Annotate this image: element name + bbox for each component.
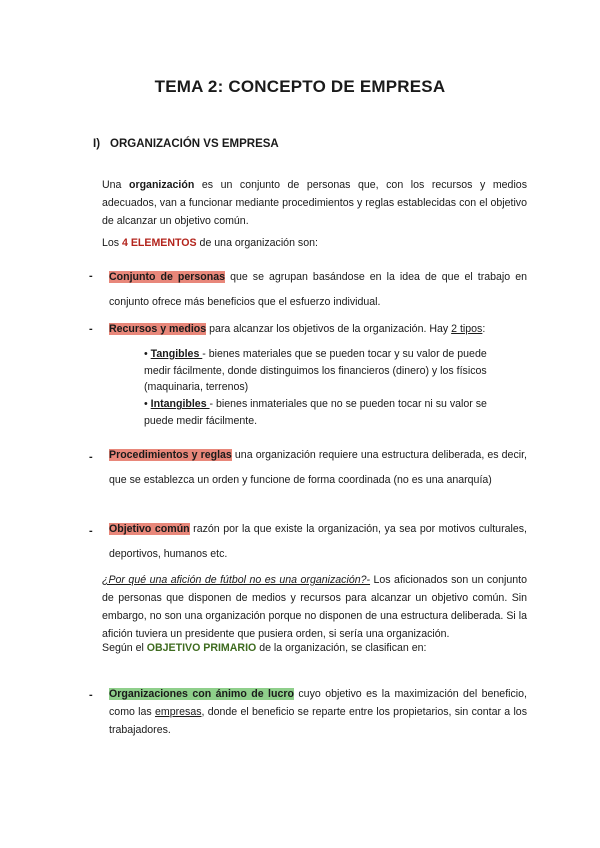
item-text: para alcanzar los objetivos de la organización. Hay [206,323,452,335]
item-text: que se agrupan basándose en la idea de que el trabajo en conjunto ofrece más beneficios que el esfuerzo individual. [109,271,527,308]
elements-term: 4 ELEMENTOS [122,237,197,249]
list-item [109,317,527,342]
item-end: : [482,323,486,335]
objective-pre: Según el [102,642,147,654]
elements-post: de una organización son: [196,237,318,249]
item-link[interactable]: 2 tipos [451,323,483,335]
item-term: Recursos y medios [109,323,207,335]
section-number: I) [93,138,101,150]
elements-line [102,234,527,252]
item-text: cuyo objetivo es la maximización del beneficio, como las [109,688,527,718]
sub-text: - bienes inmateriales que no se pueden tocar ni su valor se puede medir fácilmente. [144,398,487,427]
item-text: una organización requiere una estructura deliberada, es decir, que se establezca un orden y funcione de forma coordinada (no es una anarquía) [109,449,527,486]
item-text: razón por la que existe la organización, ya sea por motivos culturales, deportivos, humanos etc. [109,523,527,560]
objective-line [102,639,527,657]
section-title: ORGANIZACIÓN VS EMPRESA [110,138,279,150]
sub-term: Tangibles [150,348,203,360]
list-item [109,517,527,567]
page-title: TEMA 2: CONCEPTO DE EMPRESA [154,77,446,96]
sub-item-intangibles [144,396,514,429]
intro-paragraph [102,176,527,230]
bullet-marker: - [89,451,93,463]
item-term: Objetivo común [109,523,190,535]
bullet-marker: - [89,270,93,282]
list-item [109,443,527,493]
item-text: , donde el beneficio se reparte entre los propietarios, sin contar a los trabajadores. [109,706,527,736]
intro-post: es un conjunto de personas que, con los recursos y medios adecuados, van a funcionar mediante procedimientos y reglas establecidas con el objetivo de alcanzar un objetivo común. [102,179,527,227]
objective-term: OBJETIVO PRIMARIO [146,642,257,654]
sub-bullet: • [144,348,148,360]
item-term: Procedimientos y reglas [109,449,232,461]
question-paragraph [102,571,527,643]
section-heading [93,138,289,150]
item-term: Organizaciones con ánimo de lucro [109,688,294,700]
elements-pre: Los [102,237,123,249]
sub-text: - bienes materiales que se pueden tocar y su valor de puede medir fácilmente, donde distinguimos los financieros (dinero) y los físicos (maquinaria, terrenos) [144,348,487,393]
bullet-marker: - [89,525,93,537]
list-item [109,685,527,739]
bullet-marker: - [89,323,93,335]
sub-bullet: • [144,398,148,410]
bullet-marker: - [89,689,93,701]
list-item [109,265,527,315]
question-text: ¿Por qué una afición de fútbol no es una organización?- [102,574,371,586]
item-link[interactable]: empresas [155,706,202,718]
sub-item-tangibles [144,346,514,396]
intro-term: organización [128,179,195,191]
objective-post: de la organización, se clasifican en: [256,642,427,654]
sub-term: Intangibles [150,398,210,410]
question-answer: Los aficionados son un conjunto de personas que disponen de medios y recursos para alcanzar un objetivo común. Sin embargo, no son una organización porque no disponen de una estructura deliberada. Si la afición tuviera un presidente que pusiera orden, si sería una organización. [102,574,527,640]
item-term: Conjunto de personas [109,271,226,283]
intro-pre: Una [102,179,129,191]
